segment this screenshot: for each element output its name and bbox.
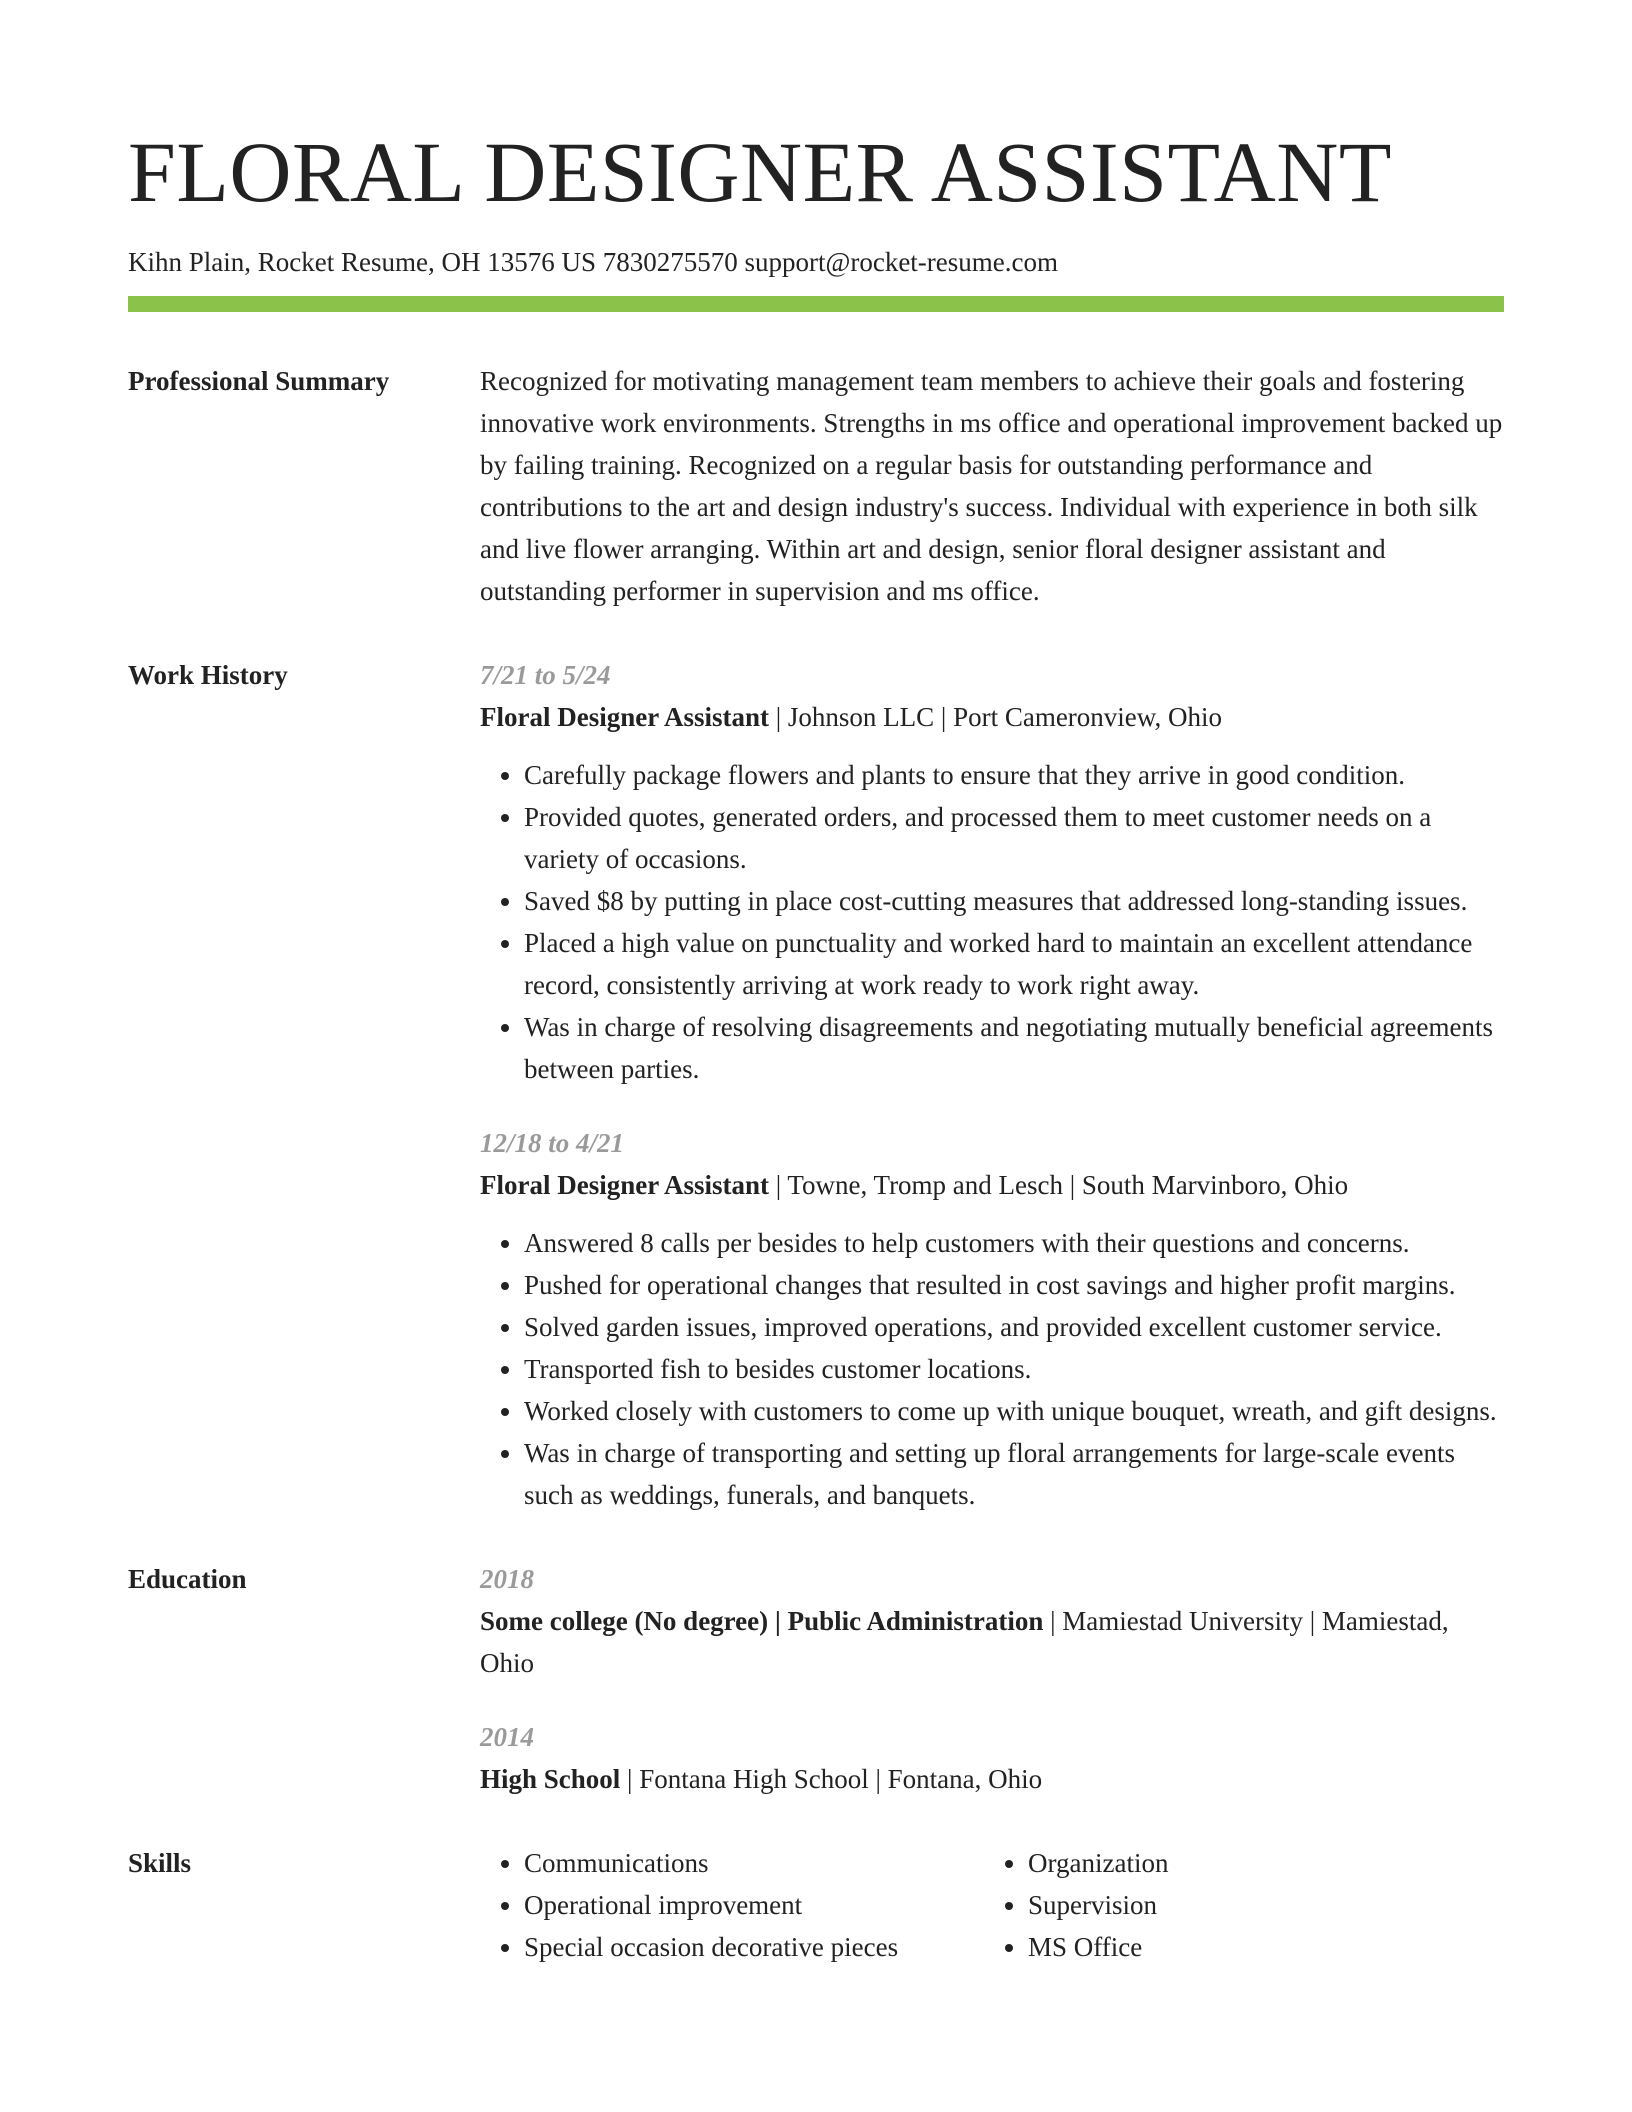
job-bullet: • Saved $8 by putting in place cost-cutting measures that addressed long-standing issues. xyxy=(524,880,1504,922)
education-degree: Some college (No degree) | Public Administration xyxy=(480,1606,1044,1636)
skill-item: • Supervision xyxy=(1028,1884,1488,1926)
skill-item: • Communications xyxy=(524,1842,984,1884)
job-bullet: • Was in charge of transporting and setting up floral arrangements for large-scale events such as weddings, funerals, and banquets. xyxy=(524,1432,1504,1516)
job-title: Floral Designer Assistant xyxy=(480,1170,769,1200)
job-bullet: • Pushed for operational changes that resulted in cost savings and higher profit margins. xyxy=(524,1264,1504,1306)
job-bullet: • Answered 8 calls per besides to help customers with their questions and concerns. xyxy=(524,1222,1504,1264)
education-body xyxy=(480,1558,1504,1800)
education-year: 2014 xyxy=(480,1722,534,1752)
work-history-body xyxy=(480,654,1504,1516)
job-dates: 12/18 to 4/21 xyxy=(480,1128,625,1158)
skills-column-2 xyxy=(984,1842,1488,1968)
education-details: | Mamiestad University | Mamiestad, Ohio xyxy=(480,1606,1449,1678)
job-bullets xyxy=(480,1222,1504,1516)
education-entry xyxy=(480,1716,1504,1800)
job-entry xyxy=(480,1122,1504,1516)
job-bullet: • Placed a high value on punctuality and worked hard to maintain an excellent attendance record, consistently arriving at work ready to work right away. xyxy=(524,922,1504,1006)
resume-name: FLORAL DESIGNER ASSISTANT xyxy=(128,124,1392,220)
skills-column-1 xyxy=(480,1842,984,1968)
education-heading xyxy=(480,1758,1504,1800)
skill-item: • Organization xyxy=(1028,1842,1488,1884)
skill-item: • Operational improvement xyxy=(524,1884,984,1926)
section-title-work-history: Work History xyxy=(128,660,288,690)
education-year: 2018 xyxy=(480,1564,534,1594)
education-section xyxy=(128,1558,1504,1800)
section-title-summary: Professional Summary xyxy=(128,366,390,396)
job-bullet: • Provided quotes, generated orders, and processed them to meet customer needs on a variety of occasions. xyxy=(524,796,1504,880)
skill-item: • MS Office xyxy=(1028,1926,1488,1968)
job-bullet: • Solved garden issues, improved operations, and provided excellent customer service. xyxy=(524,1306,1504,1348)
summary-section xyxy=(128,360,1504,612)
resume-page xyxy=(128,0,1504,1968)
skills-section xyxy=(128,1842,1504,1968)
job-dates: 7/21 to 5/24 xyxy=(480,660,611,690)
job-details: | Johnson LLC | Port Cameronview, Ohio xyxy=(769,702,1223,732)
job-bullets xyxy=(480,754,1504,1090)
education-entry xyxy=(480,1558,1504,1684)
education-heading xyxy=(480,1600,1504,1684)
job-bullet: • Transported fish to besides customer locations. xyxy=(524,1348,1504,1390)
education-degree: High School xyxy=(480,1764,621,1794)
summary-body xyxy=(480,360,1504,612)
job-bullet: • Was in charge of resolving disagreements and negotiating mutually beneficial agreements between parties. xyxy=(524,1006,1504,1090)
skill-item: • Special occasion decorative pieces xyxy=(524,1926,984,1968)
summary-text: Recognized for motivating management team members to achieve their goals and fostering innovative work environments. Strengths in ms office and operational improvement backed up by failing training. Recognized on a regular basis for outstanding performance and contributions to the art and design industry's success. Individual with experience in both silk and live flower arranging. Within art and design, senior floral designer assistant and outstanding performer in supervision and ms office. xyxy=(480,366,1503,606)
contact-line: Kihn Plain, Rocket Resume, OH 13576 US 7830275570 support@rocket-resume.com xyxy=(128,247,1058,277)
header-divider xyxy=(128,296,1504,312)
job-details: | Towne, Tromp and Lesch | South Marvinboro, Ohio xyxy=(769,1170,1349,1200)
education-details: | Fontana High School | Fontana, Ohio xyxy=(620,1764,1043,1794)
job-heading xyxy=(480,1164,1504,1206)
job-title: Floral Designer Assistant xyxy=(480,702,769,732)
job-bullet: • Worked closely with customers to come up with unique bouquet, wreath, and gift designs. xyxy=(524,1390,1504,1432)
skills-body xyxy=(480,1842,1504,1968)
section-title-education: Education xyxy=(128,1564,247,1594)
job-entry xyxy=(480,654,1504,1090)
job-heading xyxy=(480,696,1504,738)
job-bullet: • Carefully package flowers and plants to ensure that they arrive in good condition. xyxy=(524,754,1504,796)
work-history-section xyxy=(128,654,1504,1516)
section-title-skills: Skills xyxy=(128,1848,192,1878)
